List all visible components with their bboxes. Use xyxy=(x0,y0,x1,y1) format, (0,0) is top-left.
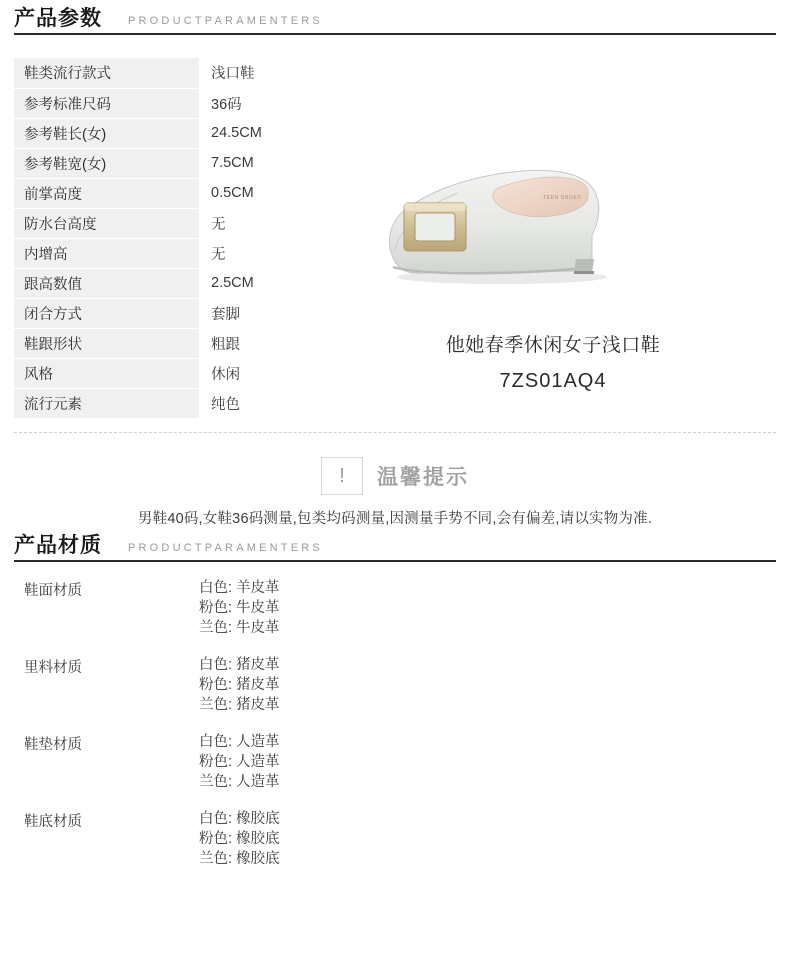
material-value: 粉色: 猪皮革 xyxy=(199,677,280,693)
spec-value: 7.5CM xyxy=(199,148,319,178)
material-value: 白色: 猪皮革 xyxy=(199,657,280,673)
product-name: 他她春季休闲女子浅口鞋 xyxy=(445,335,661,356)
table-row xyxy=(14,178,319,208)
table-row xyxy=(14,328,319,358)
material-values xyxy=(199,578,280,638)
list-item xyxy=(14,732,534,792)
material-label: 鞋底材质 xyxy=(24,814,82,830)
section-title-cn: 产品参数 xyxy=(14,7,102,30)
spec-key: 参考鞋长(女) xyxy=(14,118,199,148)
material-value: 粉色: 牛皮革 xyxy=(199,600,280,616)
material-value: 兰色: 猪皮革 xyxy=(199,697,280,713)
material-label: 里料材质 xyxy=(24,660,82,676)
spec-key: 参考标准尺码 xyxy=(14,88,199,118)
spec-value: 36码 xyxy=(199,88,319,118)
spec-key: 内增高 xyxy=(14,238,199,268)
table-row xyxy=(14,298,319,328)
section-title-en: PRODUCTPARAMENTERS xyxy=(128,15,323,27)
table-row xyxy=(14,358,319,388)
divider xyxy=(14,432,776,433)
product-photo xyxy=(380,155,620,290)
shoe-illustration xyxy=(380,155,620,290)
material-values xyxy=(199,809,280,869)
list-item xyxy=(14,655,534,715)
spec-key: 风格 xyxy=(14,358,199,388)
table-row xyxy=(14,148,319,178)
product-showcase xyxy=(330,60,776,405)
spec-value: 浅口鞋 xyxy=(199,58,319,88)
spec-key: 前掌高度 xyxy=(14,178,199,208)
product-code: 7ZS01AQ4 xyxy=(499,370,607,392)
spec-key: 鞋跟形状 xyxy=(14,328,199,358)
table-row xyxy=(14,208,319,238)
spec-key: 流行元素 xyxy=(14,388,199,418)
list-item xyxy=(14,809,534,869)
material-value: 粉色: 橡胶底 xyxy=(199,831,280,847)
spec-key: 防水台高度 xyxy=(14,208,199,238)
spec-value: 0.5CM xyxy=(199,178,319,208)
exclamation-icon: ! xyxy=(321,457,363,495)
table-row xyxy=(14,88,319,118)
spec-value: 无 xyxy=(199,208,319,238)
table-row xyxy=(14,238,319,268)
material-list xyxy=(14,578,534,886)
table-row xyxy=(14,58,319,88)
material-value: 白色: 人造革 xyxy=(199,734,280,750)
spec-key: 跟高数值 xyxy=(14,268,199,298)
spec-key: 鞋类流行款式 xyxy=(14,58,199,88)
spec-key: 闭合方式 xyxy=(14,298,199,328)
material-label: 鞋垫材质 xyxy=(24,737,82,753)
spec-value: 粗跟 xyxy=(199,328,319,358)
tips-header xyxy=(0,455,790,497)
material-value: 兰色: 橡胶底 xyxy=(199,851,280,867)
table-row xyxy=(14,268,319,298)
material-label: 鞋面材质 xyxy=(24,583,82,599)
svg-text:TEEN SHOES: TEEN SHOES xyxy=(543,195,582,201)
tips-text: 男鞋40码,女鞋36码测量,包类均码测量,因测量手势不同,会有偏差,请以实物为准. xyxy=(137,511,653,527)
table-row xyxy=(14,388,319,418)
section-title-cn: 产品材质 xyxy=(14,534,102,557)
spec-table xyxy=(14,58,319,419)
material-value: 兰色: 牛皮革 xyxy=(199,620,280,636)
table-row xyxy=(14,118,319,148)
material-value: 兰色: 人造革 xyxy=(199,774,280,790)
section-title-en: PRODUCTPARAMENTERS xyxy=(128,542,323,554)
spec-value: 休闲 xyxy=(199,358,319,388)
spec-value: 纯色 xyxy=(199,388,319,418)
spec-value: 无 xyxy=(199,238,319,268)
spec-value: 套脚 xyxy=(199,298,319,328)
spec-key: 参考鞋宽(女) xyxy=(14,148,199,178)
material-value: 白色: 橡胶底 xyxy=(199,811,280,827)
material-values xyxy=(199,732,280,792)
material-values xyxy=(199,655,280,715)
list-item xyxy=(14,578,534,638)
section-header-material xyxy=(14,535,776,562)
section-header-parameters xyxy=(14,8,776,35)
material-value: 粉色: 人造革 xyxy=(199,754,280,770)
spec-value: 24.5CM xyxy=(199,118,319,148)
tips-title: 温馨提示 xyxy=(377,466,469,489)
material-value: 白色: 羊皮革 xyxy=(199,580,280,596)
spec-value: 2.5CM xyxy=(199,268,319,298)
